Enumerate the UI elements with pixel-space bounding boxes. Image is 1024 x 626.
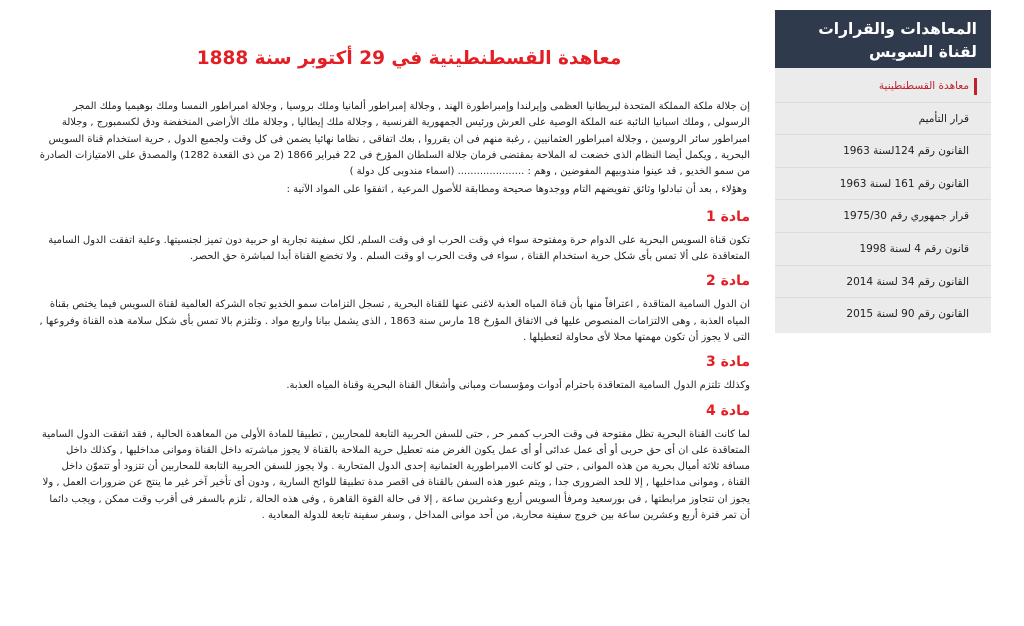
article-2-heading: مادة 2	[706, 273, 750, 290]
sidebar-item-law-90-2015[interactable]: القانون رقم 90 لسنة 2015	[846, 308, 969, 321]
sidebar-title: المعاهدات والقرارات لقناة السويس	[775, 10, 991, 68]
article-1-text: تكون قناة السويس البحرية على الدوام حرة ومفتوحة سواء في وقت الحرب او فى وقت السلم, لكل سفينة تجارية او حربية دون تميز لجنسيتها. وعلية اتفقت الدول السامية المتعاقدة على ألا تمس بأى شكل حرية استخدام القناة , سواء فى وقت الحرب او وقت السلم . ولا تخضع القناة أبدا لمباشرة حق الحصر.	[48, 234, 750, 263]
sidebar-item-nationalization-decree[interactable]: قرار التأميم	[775, 103, 991, 136]
sidebar	[775, 10, 991, 333]
sidebar-item-decree-30-1975[interactable]: قرار جمهوري رقم 1975/30	[775, 200, 991, 233]
article-content	[38, 48, 750, 530]
article-4-text: لما كانت القناة البحرية تظل مفتوحة فى وقت الحرب كممر حر , حتى للسفن الحربية التابعة للمحاربين , تطبيقا للمادة الأولى من المعاهدة الحالية , فقد اتفقت الدول السامية المتعاقدة على ان أى حق حربى أو أى عمل عدائى أو أى عمل يكون الغرض منه تعطيل حرية الملاحة بالقناة لا يجوز مباشرته داخل القناة وموانى مداخليها , وكذلك داخل مسافة ثلاثة أميال بحرية من هذه الموانى , حتى لو كانت الامبراطورية العثمانية إحدى الدول المتحاربة . ولا يجوز للسفن الحربية التابعة للمحاربين أن تتزود أو تتموّن داخل القناة , وموانى مداخليها , إلا للحد الضرورى جدا , ويتم عبور هذه السفن بالقناة فى اقصر مدة تطبيقا للوائح السارية , ودون أى تأخير آخر غير ما ينتج عن ضرورات العمل , ولا يجوز ان تتجاوز مرابطتها , فى بورسعيد ومرفأ السويس أربع وعشرين ساعة , إلا فى حالة القوة القاهرة , وفى هذه الحالة , تلزم بالسفر فى أقرب وقت ممكن , ويجب دائما أن تمر فترة أربع وعشرين ساعة بين خروج سفينة محاربة, من أحد موانى المداخل , وسفر سفينة تابعة للدولة المعادية .	[41, 428, 750, 522]
article-4-heading: مادة 4	[706, 402, 750, 419]
article-2-text: ان الدول السامية المتاقدة , اعترافاً منها بأن قناة المياه العذبة لاغنى عنها للقناة البحرية , تسجل التزامات سمو الخديو تجاه الشركة العالمية لقناة السويس فيما يختص بقناة المياه العذبة , وهى الالتزامات المنصوص عليها فى الاتفاق المؤرخ 18 مارس سنة 1863 , الذى يشمل بيانا واربع مواد . وتلتزم بالا تمس بأى شكل سلامة هذه القناة وفروعها , التى لا يجوز أن تكون مهمتها محلا لأى محاولة لتعطيلها .	[39, 299, 750, 343]
page-title: معاهدة القسطنطينية في 29 أكتوبر سنة 1888	[196, 48, 622, 69]
sidebar-item-law-34-2014[interactable]: القانون رقم 34 لسنة 2014	[775, 266, 991, 299]
sidebar-item-constantinople-convention[interactable]: معاهدة القسطنطينية	[775, 70, 991, 103]
article-3-heading: مادة 3	[706, 354, 750, 371]
sidebar-item-law-161-1963[interactable]: القانون رقم 161 لسنة 1963	[775, 168, 991, 201]
sidebar-list	[775, 68, 991, 331]
preamble-paragraph: إن جلالة ملكة المملكة المتحدة لبريطانيا العظمى وإيرلندا وإمبراطورة الهند , وجلالة إمبراطور ألمانيا وملك بروسيا , وجلالة امبراطور النمسا وملك بوهيميا وملك المجر الرسولى , وملك اسبانيا النائبة عنه الملكة الوصية على العرش ورئيس الجمهورية الفرنسية , وجلالة ملك إيطاليا , وجلالة ملك الأراضى المنخفضة ودق لكسمبورج , وجلالة امبراطور سائر الروسين , وجلالة امبراطور العثمانيين , رغبة منهم فى ان يقرروا , بعك اتفاقى , نظاما نهائيا يضمن فى كل وقت ولجميع الدول , حرية استخدام قناة السويس البحرية , ويكمل أيضا النظام الذى خضعت له الملاحة بمقتضى فرمان جلالة السلطان المؤرخ فى 22 فبراير 1866 (2 من ذى القعدة 1282) والمصدق على الامتيازات الصادرة من سمو الخديو , قد عينوا مندوبيهم المفوضين , وهم : ..................... (اسماء مندوبى كل دولة )	[39, 101, 750, 178]
sidebar-item-law-124-1963[interactable]: القانون رقم 124لسنة 1963	[775, 135, 991, 168]
preamble-closing: وهؤلاء , بعد أن تبادلوا وثائق تفويضهم التام ووجدوها صحيحة ومطابقة للأصول المرعية , اتفقوا على المواد الآتية :	[286, 184, 747, 196]
article-1-heading: مادة 1	[706, 208, 750, 225]
sidebar-item-law-4-1998[interactable]: قانون رقم 4 لسنة 1998	[775, 233, 991, 266]
article-3-text: وكذلك تلتزم الدول السامية المتعاقدة باحترام أدوات ومؤسسات ومبانى وأشغال القناة البحرية وقناة المياه العذبة.	[286, 380, 750, 392]
